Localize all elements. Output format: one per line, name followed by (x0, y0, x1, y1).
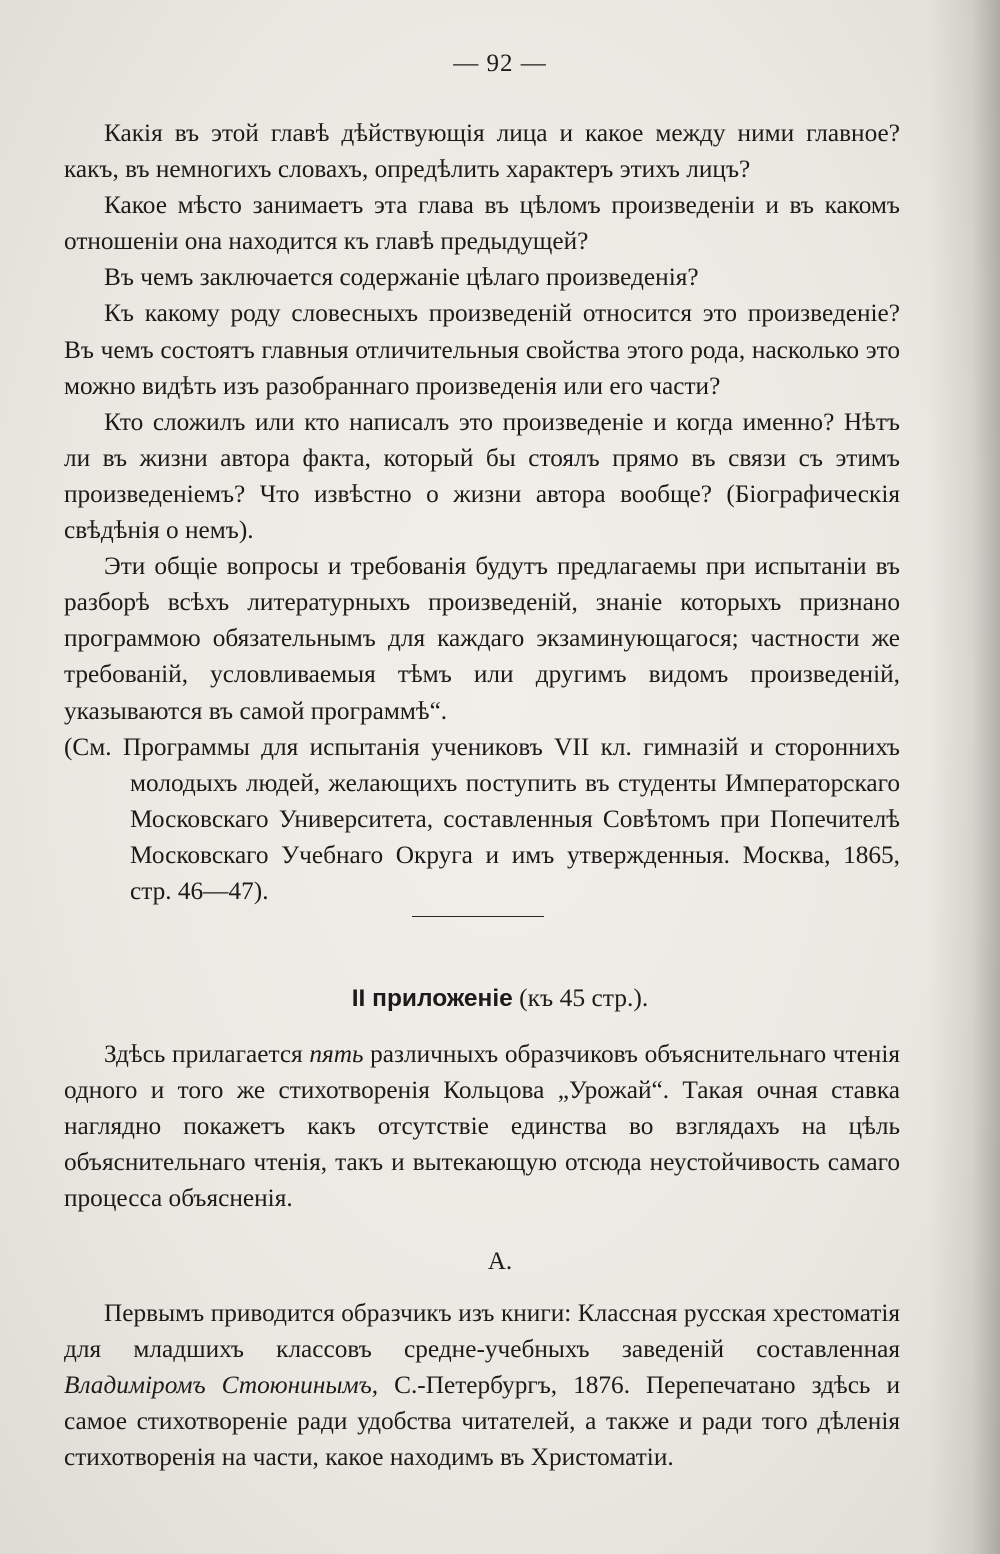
section-heading (0, 982, 1000, 1015)
text-run: различныхъ образчиковъ объяснительнаго чтенія одного и того же стихотворенія Кольцова „Урожай“. Такая очная ставка наглядно покажетъ какъ отсутствіе единства во взглядахъ на цѣль объяснительнаго чтенія, такъ и вытекающую отсюда неустойчивость самаго процесса объясненія. (64, 1040, 900, 1213)
heading-reference: (къ 45 стр.). (512, 983, 649, 1012)
paragraph: Эти общіе вопросы и требованія будутъ предлагаемы при испытаніи въ разборѣ всѣхъ литературныхъ произведеній, знаніе которыхъ признано программою обязательнымъ для каждаго экзаминующагося; частности же требованій, условливаемыя тѣмъ или другимъ видомъ произведеній, указываются въ самой программѣ“. (64, 552, 900, 725)
subsection-letter: А. (487, 1248, 513, 1275)
text-run: Здѣсь прилагается (104, 1040, 310, 1068)
questions-block (64, 115, 900, 909)
paragraph: Какое мѣсто занимаетъ эта глава въ цѣломъ произведеніи и въ какомъ отношеніи она находится къ главѣ предыдущей? (64, 191, 900, 256)
citation-paragraph: (См. Программы для испытанія учениковъ VII кл. гимназій и стороннихъ молодыхъ людей, желающихъ поступить въ студенты Императорскаго Московскаго Университета, составленныя Совѣтомъ при Попечителѣ Московскаго Учебнаго Округа и имъ утвержденныя. Москва, 1865, стр. 46—47). (64, 732, 900, 905)
section-divider (412, 916, 544, 917)
text-run: С.-Петербургъ, 1876. Перепечатано здѣсь и самое стихотвореніе ради удобства читателей, а также и ради того дѣленія стихотворенія на части, какое находимъ въ Христоматіи. (64, 1371, 900, 1472)
paragraph: Какія въ этой главѣ дѣйствующія лица и какое между ними главное? какъ, въ немногихъ словахъ, опредѣлить характеръ этихъ лицъ? (64, 119, 900, 184)
paragraph (64, 1295, 900, 1475)
paragraph: Къ какому роду словесныхъ произведеній относится это произведеніе? Въ чемъ состоятъ главныя отличительныя свойства этого рода, насколько это можно видѣть изъ разобраннаго произведенія или его части? (64, 299, 900, 400)
paragraph (64, 1036, 900, 1216)
heading-title: II приложеніе (351, 985, 513, 1012)
paragraph: Кто сложилъ или кто написалъ это произведеніе и когда именно? Нѣтъ ли въ жизни автора факта, который бы стоялъ прямо въ связи съ этимъ произведеніемъ? Что извѣстно о жизни автора вообще? (Біографическія свѣдѣнія о немъ). (64, 407, 900, 545)
page-number: — 92 — (453, 50, 547, 77)
appendix-intro-block (64, 1036, 900, 1216)
italic-author-name: Владиміромъ Стоюнинымъ, (64, 1371, 379, 1400)
paragraph: Въ чемъ заключается содержаніе цѣлаго произведенія? (104, 263, 699, 292)
italic-text: пять (309, 1040, 364, 1068)
page-edge-shadow (930, 0, 1000, 1554)
text-run: Первымъ приводится образчикъ изъ книги: Классная русская хрестоматія для младшихъ классовъ средне-учебныхъ заведеній составленная (64, 1299, 900, 1364)
first-sample-block (64, 1295, 900, 1475)
